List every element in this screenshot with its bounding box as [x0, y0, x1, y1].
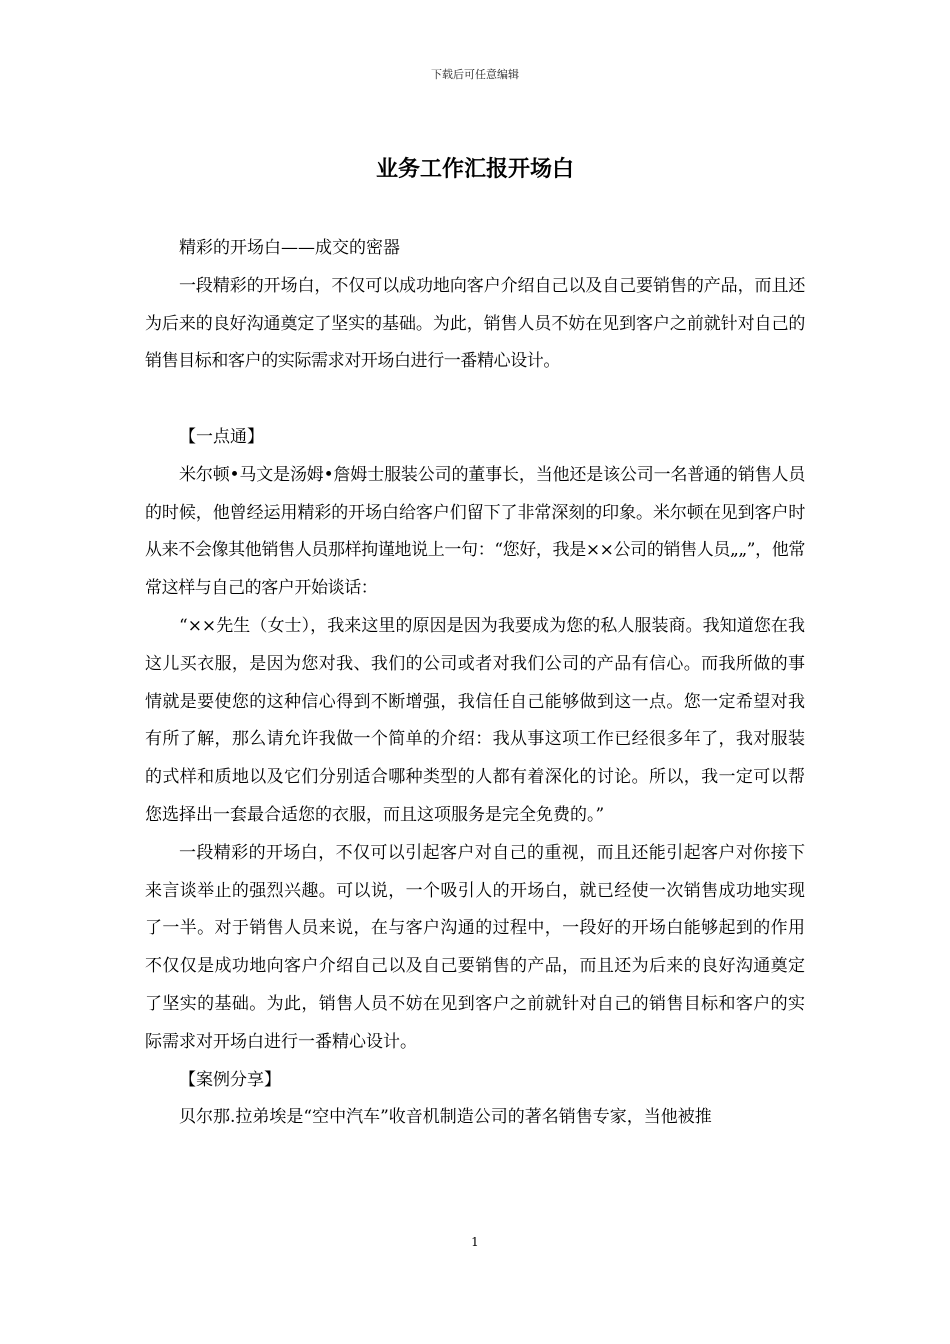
paragraph-milton: 米尔顿•马文是汤姆•詹姆士服装公司的董事长，当他还是该公司一名普通的销售人员的时候，他曾经运用精彩的开场白给客户们留下了非常深刻的印象。米尔顿在见到客户时从来不会像其他销售人员那样拘谨地说上一句：“您好，我是××公司的销售人员„„”，他常常这样与自己的客户开始谈话： [145, 464, 805, 599]
document-body [145, 230, 805, 1137]
paragraph-summary: 一段精彩的开场白，不仅可以引起客户对自己的重视，而且还能引起客户对你接下来言谈举止的强烈兴趣。可以说，一个吸引人的开场白，就已经使一次销售成功地实现了一半。对于销售人员来说，在与客户沟通的过程中，一段好的开场白能够起到的作用不仅仅是成功地向客户介绍自己以及自己要销售的产品，而且还为后来的良好沟通奠定了坚实的基础。为此，销售人员不妨在见到客户之前就针对自己的销售目标和客户的实际需求对开场白进行一番精心设计。 [145, 842, 805, 1052]
paragraph-case: 贝尔那.拉弟埃是“空中汽车”收音机制造公司的著名销售专家，当他被推 [179, 1107, 712, 1128]
page-header-note: 下载后可任意编辑 [431, 68, 519, 81]
section-heading-yidiantong: 【一点通】 [179, 426, 264, 447]
document-title: 业务工作汇报开场白 [375, 156, 574, 182]
page-number: 1 [471, 1235, 479, 1249]
paragraph-subtitle: 精彩的开场白——成交的密器 [179, 238, 400, 258]
paragraph-intro: 一段精彩的开场白，不仅可以成功地向客户介绍自己以及自己要销售的产品，而且还为后来的良好沟通奠定了坚实的基础。为此，销售人员不妨在见到客户之前就针对自己的销售目标和客户的实际需求对开场白进行一番精心设计。 [145, 275, 805, 372]
paragraph-spacer [145, 381, 805, 419]
section-heading-case: 【案例分享】 [179, 1069, 281, 1090]
paragraph-quote: “××先生（女士），我来这里的原因是因为我要成为您的私人服装商。我知道您在我这儿买衣服，是因为您对我、我们的公司或者对我们公司的产品有信心。而我所做的事情就是要使您的这种信心得到不断增强，我信任自己能够做到这一点。您一定希望对我有所了解，那么请允许我做一个简单的介绍：我从事这项工作已经很多年了，我对服装的式样和质地以及它们分别适合哪种类型的人都有着深化的讨论。所以，我一定可以帮您选择出一套最合适您的衣服，而且这项服务是完全免费的。” [145, 615, 805, 825]
